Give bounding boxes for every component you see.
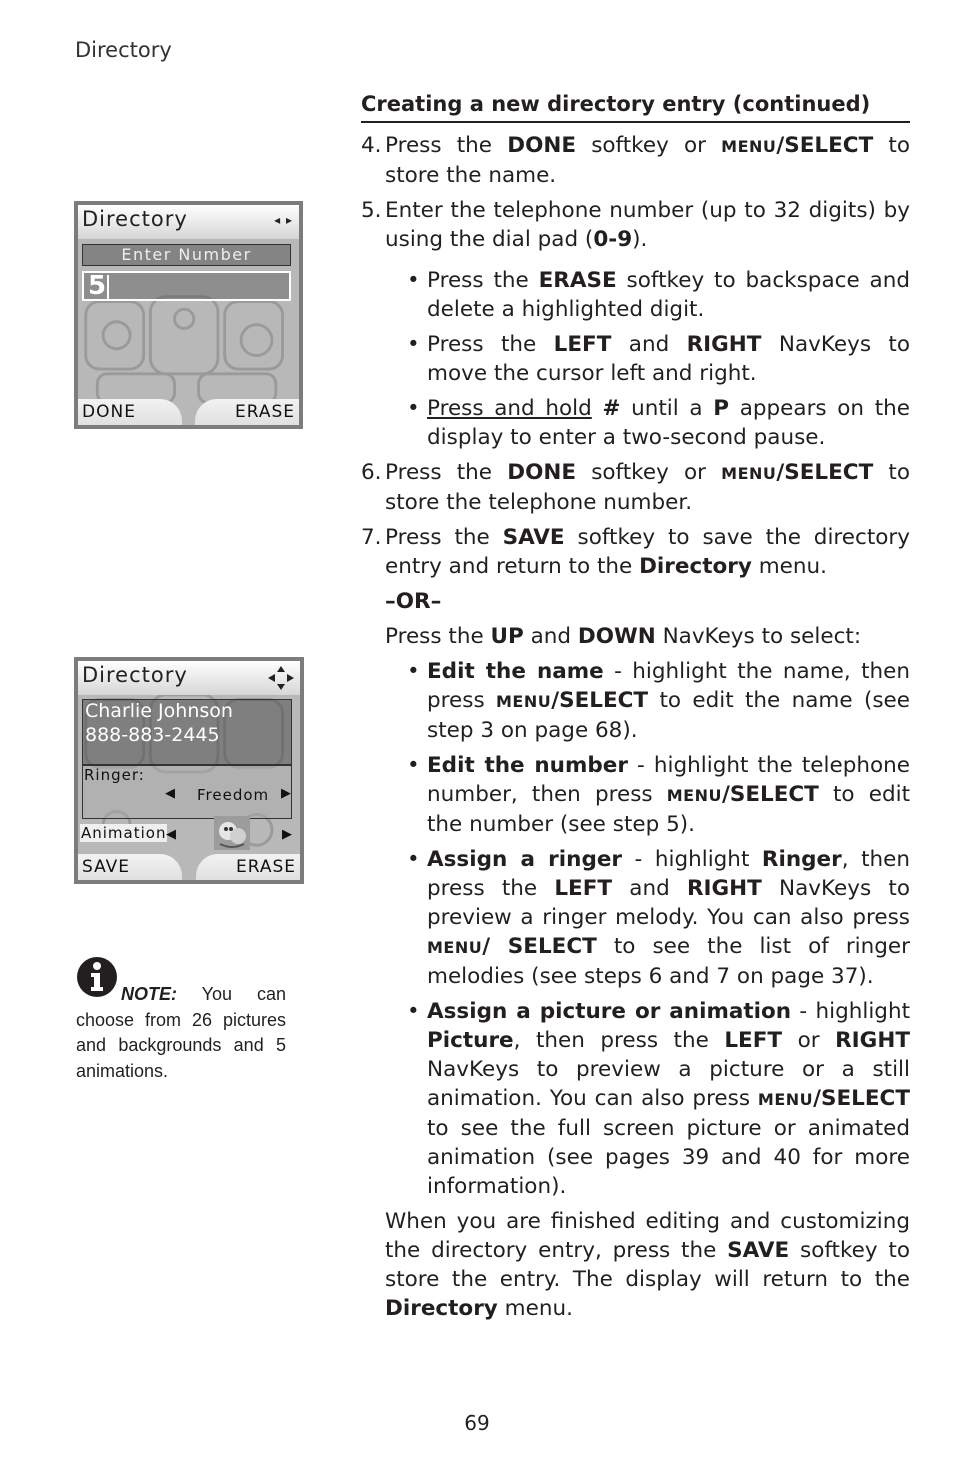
contact-number: 888-883-2445 [85,724,220,746]
animation-thumbnail-icon [214,816,250,850]
erase-softkey[interactable]: ERASE [196,854,300,880]
arrow-right-icon: ▶ [282,827,292,842]
number-entry-field[interactable] [82,271,291,301]
arrow-left-icon: ◀ [165,786,175,801]
entered-digits: 5 [88,271,107,301]
step-7-options [385,657,910,1201]
text-cursor [107,275,109,299]
step-5: 5. Enter the telephone number (up to 32 digits) by using the dial pad (0-9). [361,198,910,252]
closing-paragraph: When you are finished editing and customizing the directory entry, press the SAVE softkey to store the entry. The display will return to the Directory menu. [385,1209,911,1321]
screen-title: Directory ◂ ▸ [78,205,299,239]
list-item: • Press the ERASE softkey to backspace and delete a highlighted digit. [407,268,910,322]
note-box [76,956,286,1084]
erase-softkey[interactable]: ERASE [195,399,299,425]
page-number: 69 [464,1411,490,1435]
contact-info-field[interactable] [82,699,292,765]
note-text: You can choose from 26 pictures and backgrounds and 5 animations. [76,984,286,1081]
four-way-arrows-icon [268,666,294,690]
left-right-arrows-icon: ◂ ▸ [274,213,293,227]
section-title: Creating a new directory entry (continued) [361,90,910,123]
animation-label: Animation [81,824,167,842]
list-item: • Press the LEFT and RIGHT NavKeys to move the cursor left and right. [407,332,910,386]
step-5-bullets [385,266,910,452]
arrow-right-icon: ▶ [281,786,291,801]
step-7: 7. Press the SAVE softkey to save the directory entry and return to the Directory menu. [361,525,910,579]
main-content [361,90,910,1323]
step-6: 6. Press the DONE softkey or MENU/SELECT to store the telephone number. [361,460,911,515]
info-icon [76,956,118,998]
save-softkey[interactable]: SAVE [78,854,182,880]
done-softkey[interactable]: DONE [78,399,182,425]
enter-number-label: Enter Number [82,244,291,266]
list-item: • Assign a picture or animation - highlight Picture, then press the LEFT or RIGHT NavKeys to preview a picture or a still animation. You can also press MENU/SELECT to see the full screen picture or animated animation (see pages 39 and 40 for more information). [407,999,911,1199]
arrow-left-icon: ◀ [166,827,176,842]
note-label: NOTE: [121,984,177,1004]
step-4: 4. Press the DONE softkey or MENU/SELECT to store the name. [361,133,911,188]
phone-screen-directory-entry [74,657,304,884]
phone-screen-enter-number [74,201,303,429]
ringer-label: Ringer: [84,766,145,784]
screen-title: Directory [78,661,300,695]
list-item: • Edit the number - highlight the telephone number, then press MENU/SELECT to edit the number (see step 5). [407,753,910,837]
contact-name: Charlie Johnson [85,700,233,722]
softkey-bar [78,399,299,425]
or-separator: –OR– [385,589,442,614]
list-item: • Assign a ringer - highlight Ringer, then press the LEFT and RIGHT NavKeys to preview a ringer melody. You can also press MENU/ SELECT to see the list of ringer melodies (see steps 6 and 7 on page 37). [407,847,910,989]
running-head: Directory [75,38,172,62]
select-instruction: Press the UP and DOWN NavKeys to select: [385,624,862,649]
softkey-bar [78,854,300,880]
ringer-field[interactable] [82,765,292,819]
list-item: • Press and hold # until a P appears on the display to enter a two-second pause. [407,396,911,450]
ringer-value: Freedom [197,786,270,804]
list-item: • Edit the name - highlight the name, then press MENU/SELECT to edit the name (see step 3 on page 68). [407,659,910,743]
